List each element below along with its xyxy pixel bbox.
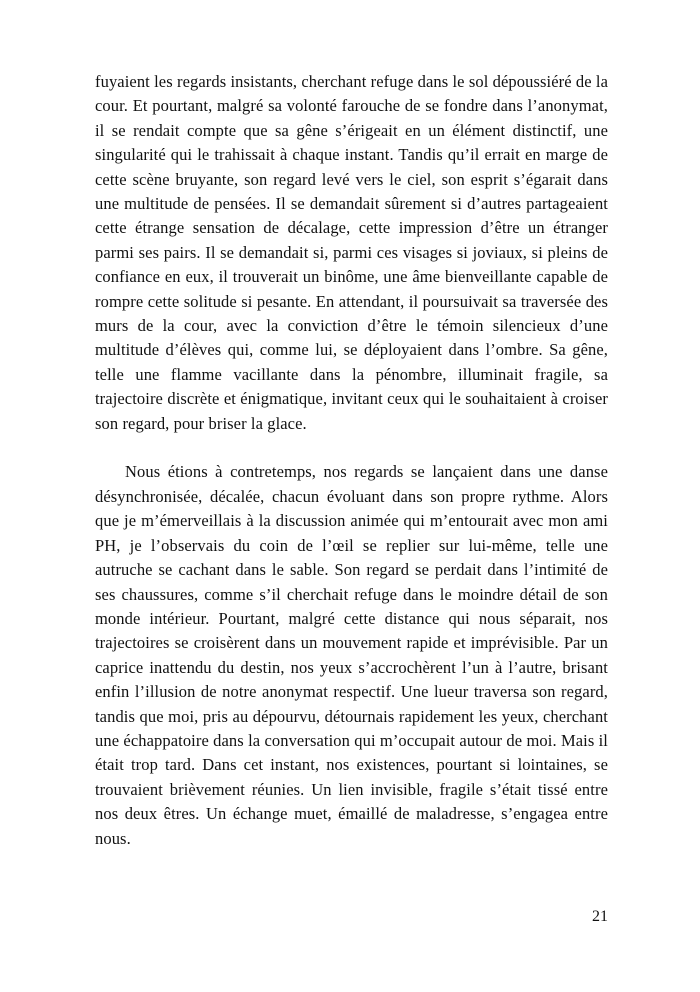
text-block <box>95 70 608 851</box>
paragraph-continued: fuyaient les regards insistants, cherchant refuge dans le sol dépoussiéré de la cour. Et pourtant, malgré sa volonté farouche de se fondre dans l’anonymat, il se rendait compte que sa gêne s’érigeait en un élément distinctif, une singularité qui le trahissait à chaque instant. Tandis qu’il errait en marge de cette scène bruyante, son regard levé vers le ciel, son esprit s’égarait dans une multitude de pensées. Il se demandait sûrement si d’autres partageaient cette étrange sensation de décalage, cette impression d’être un étranger parmi ses pairs. Il se demandait si, parmi ces visages si joviaux, si pleins de confiance en eux, il trouverait un binôme, une âme bienveillante capable de rompre cette solitude si pesante. En attendant, il poursuivait sa traversée des murs de la cour, avec la conviction d’être le témoin silencieux d’une multitude d’élèves qui, comme lui, se déployaient dans l’ombre. Sa gêne, telle une flamme vacillante dans la pénombre, illuminait fragile, sa trajectoire discrète et énigmatique, invitant ceux qui le souhaitaient à croiser son regard, pour briser la glace. <box>95 72 608 433</box>
page-number: 21 <box>592 908 608 925</box>
paragraph: Nous étions à contretemps, nos regards se lançaient dans une danse désynchronisée, décalée, chacun évoluant dans son propre rythme. Alors que je m’émerveillais à la discussion animée qui m’entourait avec mon ami PH, je l’observais du coin de l’œil se replier sur lui-même, telle une autruche se cachant dans le sable. Son regard se perdait dans l’intimité de ses chaussures, comme s’il cherchait refuge dans le moindre détail de son monde intérieur. Pourtant, malgré cette distance qui nous séparait, nos trajectoires se croisèrent dans un mouvement rapide et imprévisible. Par un caprice inattendu du destin, nos yeux s’accrochèrent l’un à l’autre, brisant enfin l’illusion de notre anonymat respectif. Une lueur traversa son regard, tandis que moi, pris au dépourvu, détournais rapidement les yeux, cherchant une échappatoire dans la conversation qui m’occupait autour de moi. Mais il était trop tard. Dans cet instant, nos existences, pourtant si lointaines, se trouvaient brièvement réunies. Un lien invisible, fragile s’était tissé entre nos deux êtres. Un échange muet, émaillé de maladresse, s’engagea entre nous. <box>95 462 608 848</box>
